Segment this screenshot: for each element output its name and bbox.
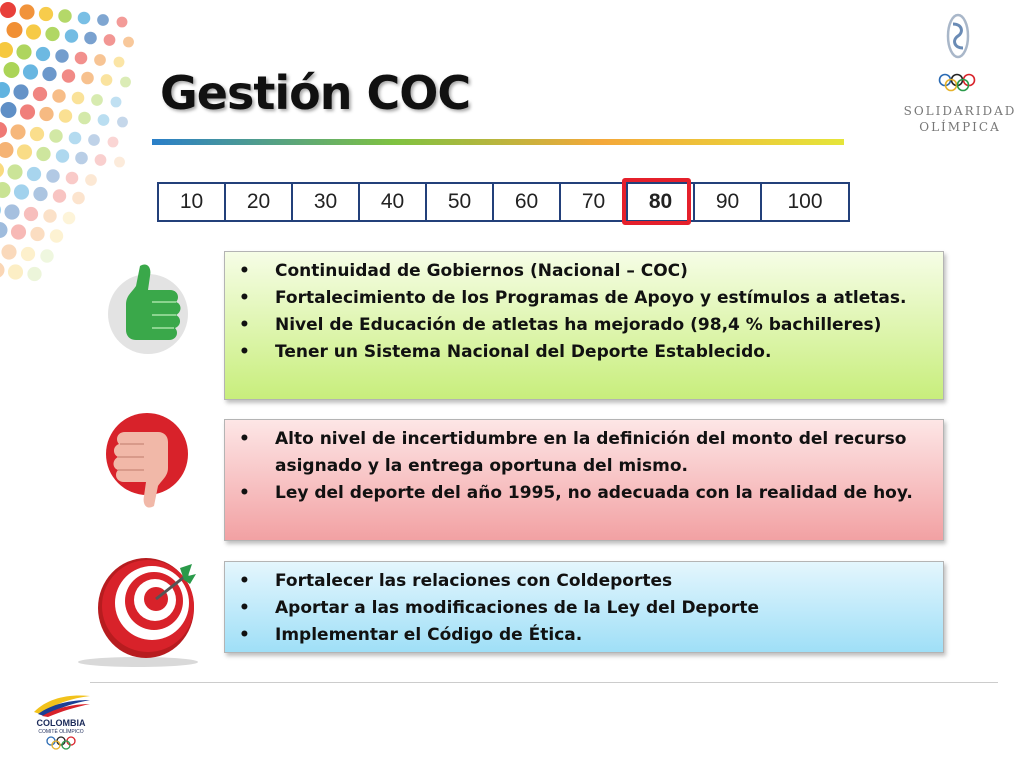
scale-cell: 20 bbox=[226, 184, 293, 220]
weakness-item: • Alto nivel de incertidumbre en la definición del monto del recurso asignado y la entrega oportuna del mismo. bbox=[235, 426, 933, 480]
decorative-dot bbox=[98, 114, 110, 126]
decorative-dot bbox=[62, 69, 75, 82]
decorative-dot bbox=[117, 17, 128, 28]
decorative-dot bbox=[0, 122, 7, 138]
decorative-dot bbox=[55, 49, 68, 62]
scale-cell: 90 bbox=[695, 184, 762, 220]
target-icon bbox=[76, 556, 200, 668]
decorative-dot bbox=[7, 22, 23, 38]
decorative-dot bbox=[0, 162, 4, 178]
scale-cell: 30 bbox=[293, 184, 360, 220]
decorative-dot bbox=[0, 142, 14, 158]
strength-item: • Continuidad de Gobiernos (Nacional – COC) bbox=[235, 258, 933, 285]
decorative-dot bbox=[84, 32, 97, 45]
decorative-dot bbox=[30, 127, 44, 141]
decorative-dot bbox=[97, 14, 109, 26]
decorative-dot bbox=[0, 262, 5, 278]
decorative-dot bbox=[40, 249, 53, 262]
decorative-dot bbox=[45, 27, 59, 41]
decorative-dot bbox=[26, 24, 41, 39]
colombia-flag-swoosh-icon bbox=[28, 690, 94, 718]
decorative-dot bbox=[56, 149, 69, 162]
decorative-dot bbox=[72, 192, 85, 205]
decorative-dot bbox=[0, 82, 10, 98]
decorative-dot bbox=[27, 267, 41, 281]
thumbs-down-icon bbox=[104, 410, 190, 510]
decorative-dot bbox=[19, 4, 34, 19]
scale-cell: 40 bbox=[360, 184, 427, 220]
goal-item: • Implementar el Código de Ética. bbox=[235, 622, 933, 649]
decorative-dot bbox=[85, 174, 97, 186]
decorative-dot bbox=[63, 212, 76, 225]
decorative-dot bbox=[108, 137, 119, 148]
decorative-dot bbox=[88, 134, 100, 146]
strength-item: • Fortalecimiento de los Programas de Apoyo y estímulos a atletas. bbox=[235, 285, 933, 312]
decorative-dot bbox=[13, 84, 28, 99]
decorative-dot bbox=[111, 97, 122, 108]
scale-cell: 50 bbox=[427, 184, 494, 220]
logo-text-line1: SOLIDARIDAD bbox=[903, 104, 1017, 118]
logo-name: COLOMBIA bbox=[36, 718, 86, 728]
decorative-dot bbox=[7, 164, 22, 179]
decorative-dot bbox=[0, 42, 13, 58]
solidaridad-olimpica-logo bbox=[896, 10, 1024, 140]
decorative-dot bbox=[43, 209, 56, 222]
rating-scale bbox=[157, 182, 850, 222]
decorative-dot bbox=[50, 229, 63, 242]
decorative-dot bbox=[27, 167, 41, 181]
decorative-dot bbox=[39, 7, 53, 21]
decorative-dot bbox=[8, 264, 23, 279]
scale-cell: 10 bbox=[159, 184, 226, 220]
decorative-dot bbox=[65, 29, 78, 42]
decorative-dot bbox=[78, 112, 91, 125]
decorative-dot bbox=[123, 37, 134, 48]
decorative-dot bbox=[75, 52, 88, 65]
decorative-dot bbox=[36, 47, 50, 61]
decorative-dot bbox=[52, 89, 65, 102]
decorative-dot bbox=[120, 77, 131, 88]
decorative-dot bbox=[39, 107, 53, 121]
decorative-dot bbox=[101, 74, 113, 86]
decorative-dot bbox=[81, 72, 94, 85]
logo-text-line2: OLÍMPICA bbox=[919, 120, 1001, 134]
decorative-dot bbox=[0, 222, 8, 238]
decorative-dot bbox=[66, 172, 79, 185]
decorative-dot bbox=[94, 54, 106, 66]
decorative-dot bbox=[75, 152, 88, 165]
decorative-dot bbox=[69, 132, 82, 145]
goals-box bbox=[224, 561, 944, 653]
decorative-dot bbox=[20, 104, 35, 119]
decorative-dot bbox=[59, 109, 72, 122]
decorative-dot bbox=[95, 154, 107, 166]
weaknesses-box bbox=[224, 419, 944, 541]
colombia-coc-logo bbox=[28, 690, 94, 752]
decorative-dot bbox=[17, 144, 32, 159]
strength-item: • Tener un Sistema Nacional del Deporte Establecido. bbox=[235, 339, 933, 366]
decorative-dot bbox=[23, 64, 38, 79]
decorative-dot bbox=[21, 247, 35, 261]
decorative-dot bbox=[0, 2, 16, 18]
scale-cell: 60 bbox=[494, 184, 561, 220]
decorative-dot bbox=[117, 117, 128, 128]
decorative-dot bbox=[4, 62, 20, 78]
goal-item: • Aportar a las modificaciones de la Ley del Deporte bbox=[235, 595, 933, 622]
scale-cell: 100 bbox=[787, 190, 823, 213]
decorative-dot bbox=[1, 102, 17, 118]
decorative-dot bbox=[30, 227, 44, 241]
decorative-dot bbox=[78, 12, 91, 25]
scale-cell: 70 bbox=[561, 184, 628, 220]
decorative-dot bbox=[33, 87, 47, 101]
strengths-box bbox=[224, 251, 944, 400]
strength-item: • Nivel de Educación de atletas ha mejorado (98,4 % bachilleres) bbox=[235, 312, 933, 339]
weakness-item: • Ley del deporte del año 1995, no adecuada con la realidad de hoy. bbox=[235, 480, 933, 507]
selected-score-highlight bbox=[622, 178, 691, 225]
decorative-dot bbox=[53, 189, 66, 202]
decorative-dot bbox=[11, 224, 26, 239]
decorative-dot bbox=[36, 147, 50, 161]
thumbs-up-icon bbox=[106, 260, 190, 358]
decorative-dot bbox=[10, 124, 25, 139]
decorative-dot bbox=[49, 129, 62, 142]
decorative-dot bbox=[0, 182, 11, 198]
decorative-dot bbox=[4, 204, 19, 219]
decorative-dot bbox=[104, 34, 116, 46]
decorative-dot bbox=[58, 9, 71, 22]
decorative-dot bbox=[1, 244, 16, 259]
olympic-rings-icon bbox=[45, 736, 77, 750]
decorative-dot bbox=[24, 207, 38, 221]
decorative-dot bbox=[0, 202, 1, 218]
decorative-dot bbox=[72, 92, 85, 105]
footer-divider bbox=[90, 682, 998, 683]
goal-item: • Fortalecer las relaciones con Coldeportes bbox=[235, 568, 933, 595]
page-title: Gestión COC bbox=[160, 66, 471, 120]
decorative-dot bbox=[91, 94, 103, 106]
title-underline bbox=[152, 139, 844, 145]
decorative-dot bbox=[16, 44, 31, 59]
decorative-dot bbox=[42, 67, 56, 81]
logo-subtitle: COMITÉ OLÍMPICO bbox=[38, 729, 84, 735]
decorative-dot bbox=[46, 169, 59, 182]
decorative-dot bbox=[114, 157, 125, 168]
decorative-dots bbox=[0, 0, 150, 300]
solidaridad-emblem-icon bbox=[896, 10, 1024, 100]
scale-cell-selected: 80 bbox=[628, 184, 695, 220]
decorative-dot bbox=[114, 57, 125, 68]
decorative-dot bbox=[14, 184, 29, 199]
decorative-dot bbox=[33, 187, 47, 201]
